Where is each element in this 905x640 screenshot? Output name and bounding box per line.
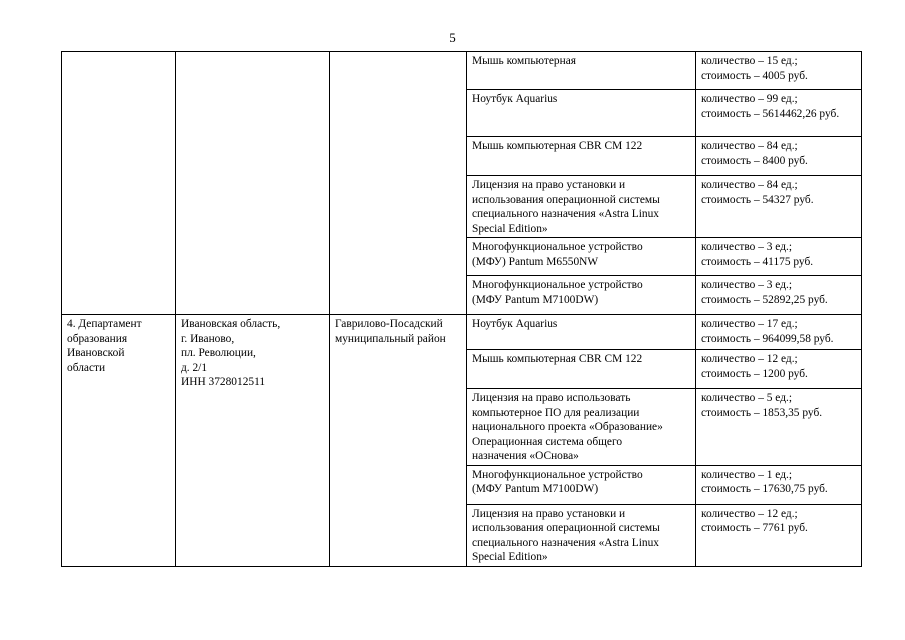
item-quantity-cost: количество – 17 ед.; стоимость – 964099,58 руб. — [701, 318, 834, 345]
org-address: Ивановская область, г. Иваново, пл. Революции, д. 2/1 ИНН 3728012511 — [181, 318, 281, 388]
item-name: Многофункциональное устройство (МФУ Pantum M7100DW) — [472, 279, 643, 306]
item-name-cell — [467, 315, 696, 350]
address-cell — [176, 315, 330, 567]
item-qty-cell — [696, 52, 862, 90]
item-name-cell — [467, 176, 696, 238]
item-qty-cell — [696, 315, 862, 350]
item-quantity-cost: количество – 3 ед.; стоимость – 41175 руб. — [701, 241, 814, 268]
item-quantity-cost: количество – 3 ед.; стоимость – 52892,25 руб. — [701, 279, 828, 306]
item-name-cell — [467, 238, 696, 276]
district-cell — [330, 52, 467, 315]
allocation-table — [61, 51, 862, 567]
item-qty-cell — [696, 350, 862, 389]
item-quantity-cost: количество – 15 ед.; стоимость – 4005 руб. — [701, 55, 808, 82]
item-qty-cell — [696, 238, 862, 276]
item-name: Многофункциональное устройство (МФУ Pantum M7100DW) — [472, 468, 643, 495]
item-quantity-cost: количество – 99 ед.; стоимость – 5614462,26 руб. — [701, 93, 840, 120]
item-name-cell — [467, 90, 696, 137]
item-name: Ноутбук Aquarius — [472, 93, 558, 105]
item-quantity-cost: количество – 84 ед.; стоимость – 8400 руб. — [701, 140, 808, 167]
item-name: Мышь компьютерная CBR CM 122 — [472, 353, 643, 365]
table-row — [62, 52, 862, 90]
item-qty-cell — [696, 176, 862, 238]
item-name-cell — [467, 389, 696, 466]
item-name-cell — [467, 137, 696, 176]
item-name: Мышь компьютерная — [472, 55, 577, 67]
address-cell — [176, 52, 330, 315]
org-cell — [62, 52, 176, 315]
item-name-cell — [467, 52, 696, 90]
item-quantity-cost: количество – 12 ед.; стоимость – 1200 руб. — [701, 353, 808, 380]
item-qty-cell — [696, 504, 862, 566]
item-qty-cell — [696, 90, 862, 137]
item-name: Мышь компьютерная CBR CM 122 — [472, 140, 643, 152]
page-number: 5 — [449, 30, 456, 45]
table-row — [62, 315, 862, 350]
item-quantity-cost: количество – 12 ед.; стоимость – 7761 руб. — [701, 507, 808, 534]
item-name: Лицензия на право использовать компьютерное ПО для реализации национального проекта «Образование» Операционная система общего назначения «ОСнова» — [472, 392, 663, 462]
org-name: 4. Департамент образования Ивановской области — [67, 318, 142, 374]
item-name: Лицензия на право установки и использования операционной системы специального назначения «Astra Linux Special Edition» — [472, 507, 660, 563]
item-quantity-cost: количество – 5 ед.; стоимость – 1853,35 руб. — [701, 392, 823, 419]
item-quantity-cost: количество – 84 ед.; стоимость – 54327 руб. — [701, 179, 814, 206]
item-quantity-cost: количество – 1 ед.; стоимость – 17630,75 руб. — [701, 468, 828, 495]
district-name: Гаврилово-Посадский муниципальный район — [335, 318, 446, 345]
item-name: Ноутбук Aquarius — [472, 318, 558, 330]
item-name: Многофункциональное устройство (МФУ) Pantum M6550NW — [472, 241, 643, 268]
item-qty-cell — [696, 389, 862, 466]
item-qty-cell — [696, 465, 862, 504]
item-name-cell — [467, 276, 696, 315]
item-name-cell — [467, 350, 696, 389]
org-cell — [62, 315, 176, 567]
item-name: Лицензия на право установки и использования операционной системы специального назначения «Astra Linux Special Edition» — [472, 179, 660, 235]
item-qty-cell — [696, 137, 862, 176]
item-name-cell — [467, 504, 696, 566]
item-qty-cell — [696, 276, 862, 315]
item-name-cell — [467, 465, 696, 504]
district-cell — [330, 315, 467, 567]
